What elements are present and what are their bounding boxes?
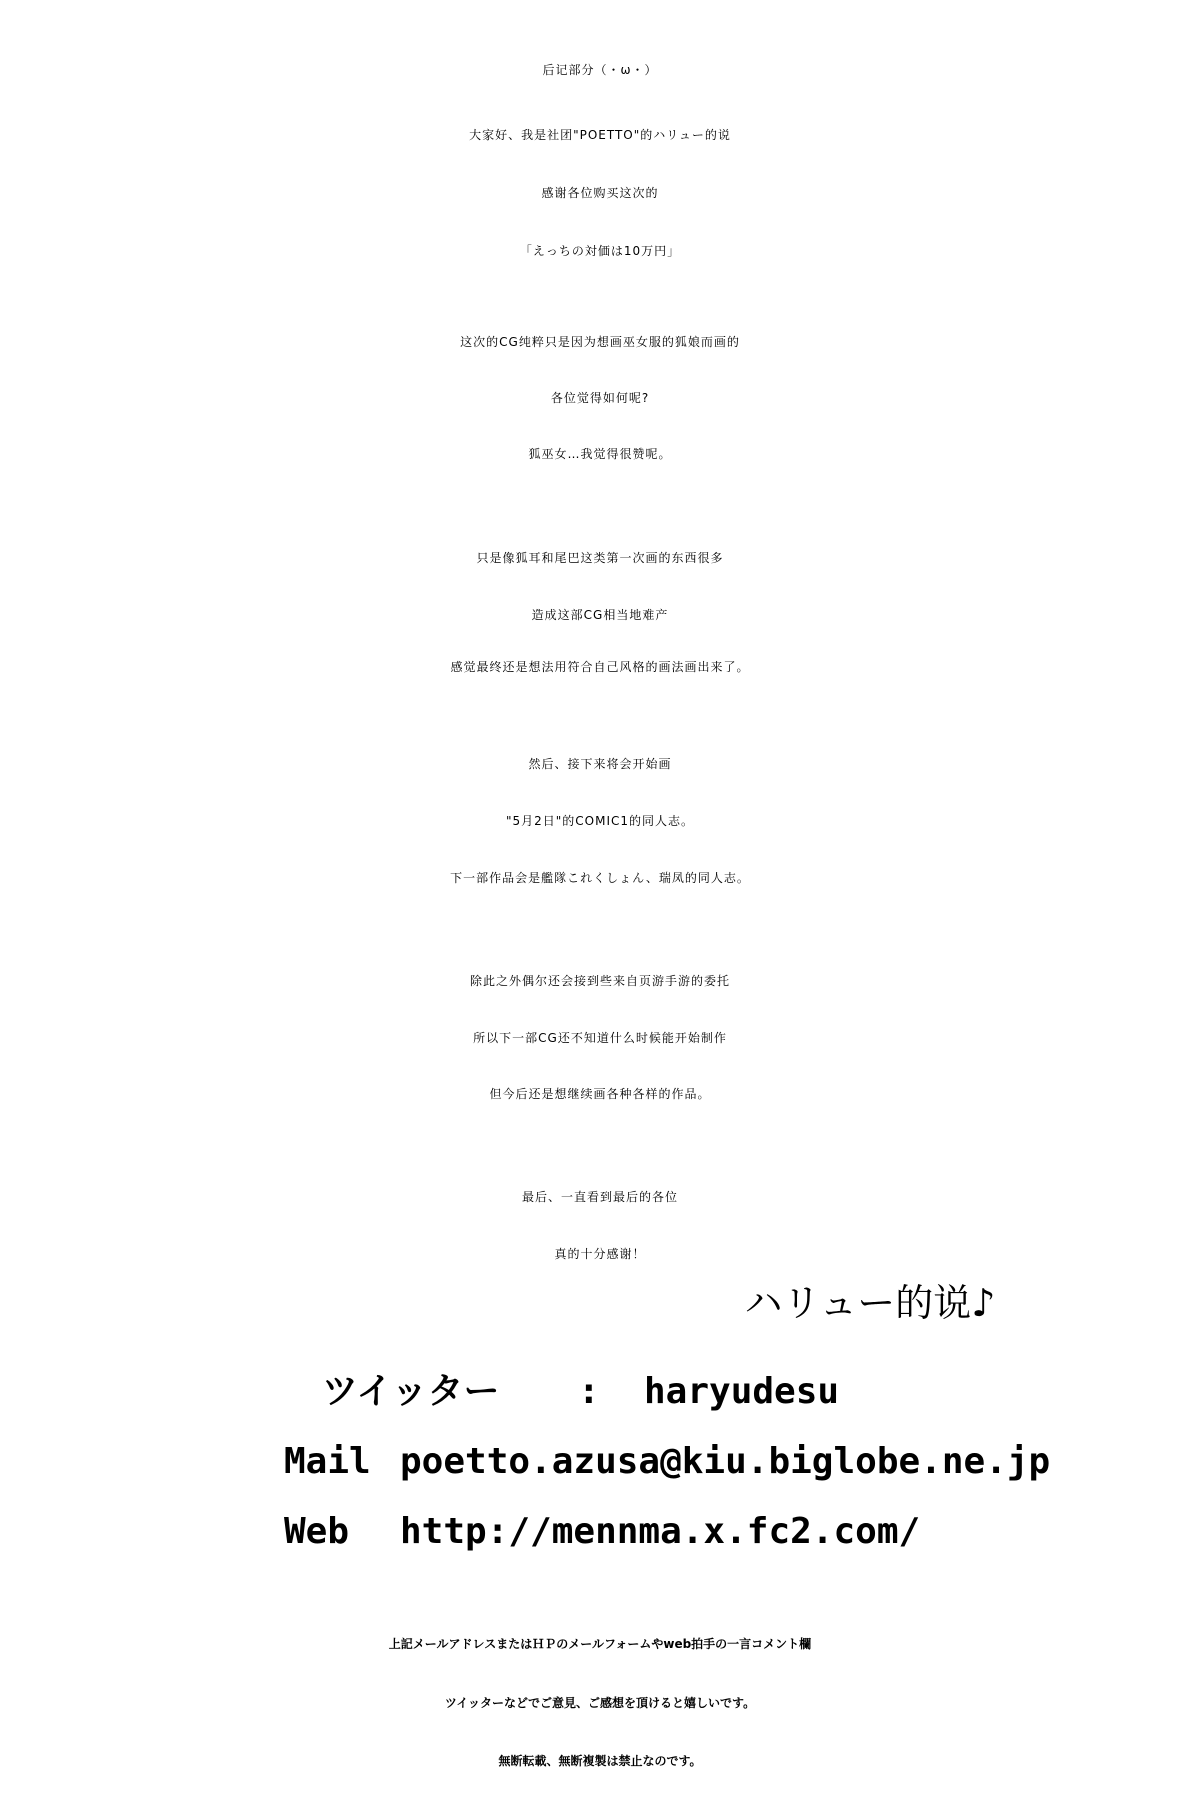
afterword-line: "5月2日"的COMIC1的同人志。: [505, 814, 695, 828]
web-label: Web: [284, 1511, 350, 1552]
twitter-separator: :: [578, 1371, 600, 1412]
afterword-line: 感谢各位购买这次的: [541, 186, 659, 200]
afterword-line: 只是像狐耳和尾巴这类第一次画的东西很多: [476, 551, 724, 565]
twitter-label: ツイッター: [322, 1371, 500, 1412]
contact-mail-row: [0, 1436, 1200, 1488]
afterword-signature: ハリュー的说♪: [744, 1281, 996, 1325]
afterword-line: 除此之外偶尔还会接到些来自页游手游的委托: [469, 974, 730, 988]
contact-twitter-row: [0, 1366, 1200, 1418]
afterword-line: 各位觉得如何呢?: [550, 391, 650, 405]
afterword-line: 下一部作品会是艦隊これくしょん、瑞凤的同人志。: [450, 871, 750, 885]
afterword-line: 所以下一部CG还不知道什么时候能开始制作: [473, 1031, 727, 1045]
web-url[interactable]: http://mennma.x.fc2.com/: [400, 1511, 921, 1552]
afterword-line: 这次的CG纯粹只是因为想画巫女服的狐娘而画的: [460, 335, 740, 349]
mail-address[interactable]: poetto.azusa@kiu.biglobe.ne.jp: [400, 1441, 1051, 1482]
afterword-line: 最后、一直看到最后的各位: [521, 1190, 678, 1204]
afterword-line: 大家好、我是社团"POETTO"的ハリュー的说: [469, 128, 731, 142]
footer-note: 無断転載、無断複製は禁止なのです。: [498, 1754, 702, 1768]
afterword-line: 真的十分感谢！: [554, 1247, 646, 1261]
afterword-title: 后记部分（・ω・）: [542, 63, 658, 77]
mail-label: Mail: [284, 1441, 371, 1482]
footer-note: ツイッターなどでご意見、ご感想を頂けると嬉しいです。: [444, 1696, 756, 1710]
afterword-line: 然后、接下来将会开始画: [528, 757, 672, 771]
afterword-line: 但今后还是想继续画各种各样的作品。: [489, 1087, 711, 1101]
twitter-handle[interactable]: haryudesu: [644, 1371, 840, 1412]
afterword-line: 狐巫女…我觉得很赞呢。: [528, 447, 672, 461]
afterword-work-title: 「えっちの対価は10万円」: [519, 244, 681, 258]
afterword-line: 感觉最终还是想法用符合自己风格的画法画出来了。: [450, 660, 750, 674]
contact-web-row: [0, 1506, 1200, 1558]
afterword-line: 造成这部CG相当地难产: [531, 608, 669, 622]
footer-note: 上記メールアドレスまたはＨＰのメールフォームやweb拍手の一言コメント欄: [388, 1637, 812, 1651]
